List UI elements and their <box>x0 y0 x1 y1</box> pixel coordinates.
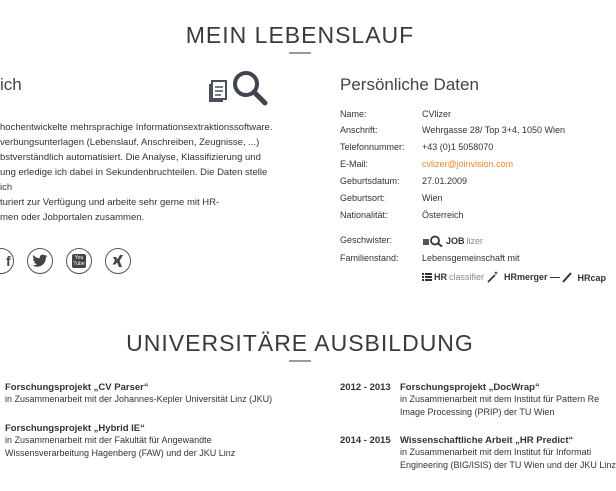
row-label: Telefonnummer: <box>340 142 405 152</box>
personal-data-heading: Persönliche Daten <box>340 75 479 94</box>
row-label: Geburtsdatum: <box>340 176 400 186</box>
personal-row-phone <box>340 139 610 156</box>
hrmerger-logo <box>504 271 572 283</box>
section-title-lebenslauf: MEIN LEBENSLAUF <box>185 22 415 48</box>
about-heading: ich <box>0 75 22 94</box>
personal-row-family <box>340 250 610 267</box>
education-desc: in Zusammenarbeit mit der Fakultät für Angewandte <box>5 435 212 445</box>
email-link[interactable]: cvlizer@joinvision.com <box>422 159 514 169</box>
hrclassifier-logo <box>422 271 498 283</box>
about-line: hochentwickelte mehrsprachige Informationsextraktionssoftware. <box>0 122 273 133</box>
personal-row-birthplace <box>340 190 610 207</box>
document-search-icon <box>205 68 275 110</box>
row-label: Anschrift: <box>340 125 378 135</box>
education-desc: Engineering (BIG/ISIS) der TU Wien und der JKU Linz <box>400 459 616 470</box>
hrclassifier-light: classifier <box>449 272 485 282</box>
joblizer-search-icon <box>422 235 444 247</box>
about-line: bstverständlich automatisiert. Die Analyse, Klassifizierung und <box>0 152 261 163</box>
about-line: men oder Jobportalen zusammen. <box>0 212 145 223</box>
education-entry <box>400 382 610 418</box>
joblizer-light: lizer <box>466 236 484 246</box>
row-label: E-Mail: <box>340 159 369 169</box>
personal-row-name <box>340 106 610 123</box>
list-icon <box>422 272 432 282</box>
title-underline <box>289 52 311 54</box>
education-desc: in Zusammenarbeit mit der Johannes-Kepler Universität Linz (JKU) <box>5 394 273 404</box>
partner-logos <box>422 268 606 286</box>
education-desc: in Zusammenarbeit mit dem Institut für Pattern Re <box>400 394 600 404</box>
personal-row-address <box>340 122 610 139</box>
hrcap-logo <box>578 268 607 286</box>
svg-text:f: f <box>6 253 11 269</box>
row-value: 27.01.2009 <box>422 176 468 186</box>
education-desc: Wissensverarbeitung Hagenberg (FAW) und der JKU Linz <box>5 447 236 458</box>
education-entry <box>5 382 325 406</box>
education-title: Forschungsprojekt „DocWrap“ <box>400 382 540 393</box>
row-label: Familienstand: <box>340 253 399 263</box>
education-year: 2012 - 2013 <box>340 382 391 393</box>
youtube-label: You Tube <box>73 255 85 267</box>
row-label: Geburtsort: <box>340 193 386 203</box>
row-label: Name: <box>340 109 367 119</box>
about-line: turiert zur Verfügung und arbeite sehr gerne mit HR- <box>0 197 220 208</box>
joblizer-logo <box>422 235 483 247</box>
education-year: 2014 - 2015 <box>340 435 391 446</box>
row-value: +43 (0)1 5058070 <box>422 142 494 152</box>
magic-wand-icon <box>486 271 498 283</box>
row-label: Nationalität: <box>340 210 388 220</box>
hrcap-bold: HRcap <box>577 273 607 283</box>
row-value: Wien <box>422 193 443 203</box>
youtube-icon[interactable] <box>66 248 92 274</box>
education-title: Wissenschaftliche Arbeit „HR Predict“ <box>400 435 574 446</box>
joblizer-bold: JOB <box>446 236 465 246</box>
education-entry <box>5 423 325 459</box>
personal-row-nationality <box>340 207 610 224</box>
row-value: CVlizer <box>422 109 452 119</box>
row-value: Lebensgemeinschaft mit <box>422 253 520 263</box>
row-label: Geschwister: <box>340 235 393 245</box>
hrmerger-bold: HRmerger <box>504 272 548 282</box>
personal-row-siblings <box>340 232 610 249</box>
education-desc: Image Processing (PRIP) der TU Wien <box>400 406 555 417</box>
twitter-icon[interactable] <box>27 248 53 274</box>
education-entry <box>400 435 616 471</box>
about-line: ung erledige ich dabei in Sekundenbruchteilen. Die Daten stelle ich <box>0 167 268 193</box>
row-value: Wehrgasse 28/ Top 3+4, 1050 Wien <box>422 125 566 135</box>
education-title: Forschungsprojekt „Hybrid IE“ <box>5 423 145 434</box>
hrclassifier-bold: HR <box>434 272 447 282</box>
personal-row-birthdate <box>340 173 610 190</box>
title-underline <box>289 360 311 362</box>
row-value: Österreich <box>422 210 464 220</box>
xing-icon[interactable] <box>105 248 131 274</box>
facebook-icon[interactable] <box>0 248 14 274</box>
pencil-icon <box>562 271 572 283</box>
education-desc: in Zusammenarbeit mit dem Institut für Informati <box>400 447 592 457</box>
about-line: verbungsunterlagen (Lebenslauf, Anschreiben, Zeugnisse, ...) <box>0 137 260 148</box>
underscore-mark <box>550 277 560 278</box>
education-title: Forschungsprojekt „CV Parser“ <box>5 382 149 393</box>
about-text <box>0 120 280 225</box>
section-title-ausbildung: UNIVERSITÄRE AUSBILDUNG <box>126 330 474 356</box>
personal-row-email <box>340 156 610 173</box>
